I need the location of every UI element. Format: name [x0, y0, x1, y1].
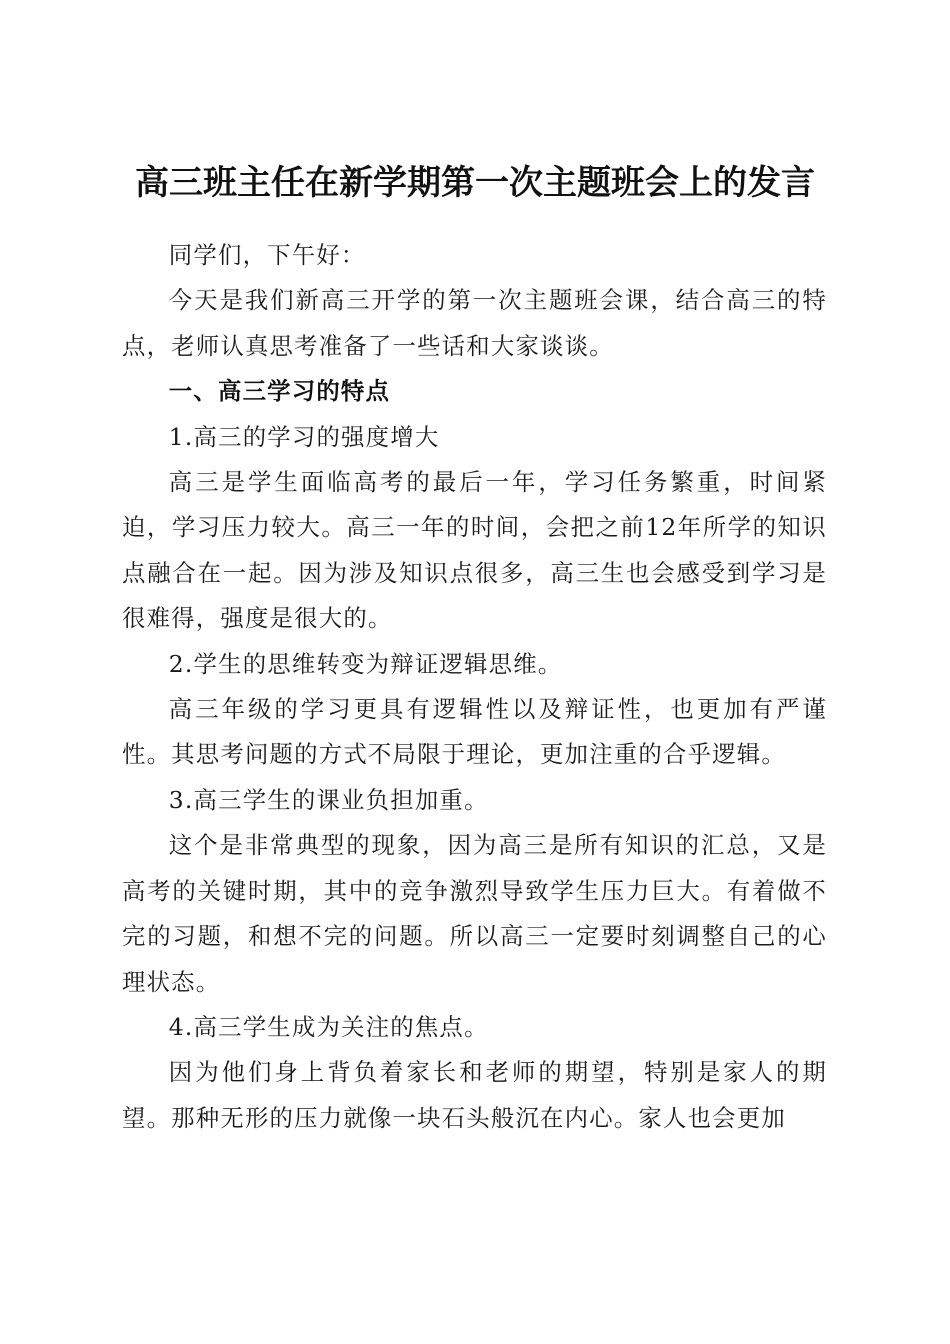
document-title: 高三班主任在新学期第一次主题班会上的发言 [135, 162, 815, 203]
subheading-1: 1.高三的学习的强度增大 [168, 422, 440, 451]
paragraph-1: 高三是学生面临高考的最后一年，学习任务繁重，时间紧迫，学习压力较大。高三一年的时间，会把之前12年所学的知识点融合在一起。因为涉及知识点很多，高三生也会感受到学习是很难得，强度是很大的。 [122, 468, 827, 633]
paragraph-2: 高三年级的学习更具有逻辑性以及辩证性，也更加有严谨性。其思考问题的方式不局限于理论，更加注重的合乎逻辑。 [122, 695, 827, 769]
paragraph-3: 这个是非常典型的现象，因为高三是所有知识的汇总，又是高考的关键时期，其中的竞争激烈导致学生压力巨大。有着做不完的习题，和想不完的问题。所以高三一定要时刻调整自己的心理状态。 [122, 831, 827, 996]
intro-paragraph: 今天是我们新高三开学的第一次主题班会课，结合高三的特点，老师认真思考准备了一些话和大家谈谈。 [122, 286, 827, 360]
document-body [122, 233, 827, 1141]
subheading-3: 3.高三学生的课业负担加重。 [168, 785, 489, 814]
subheading-4: 4.高三学生成为关注的焦点。 [168, 1012, 489, 1041]
subheading-2: 2.学生的思维转变为辩证逻辑思维。 [168, 649, 563, 678]
greeting-paragraph: 同学们，下午好： [168, 241, 366, 269]
paragraph-4: 因为他们身上背负着家长和老师的期望，特别是家人的期望。那种无形的压力就像一块石头般沉在内心。家人也会更加 [122, 1058, 827, 1132]
section-heading: 一、高三学习的特点 [168, 377, 391, 406]
